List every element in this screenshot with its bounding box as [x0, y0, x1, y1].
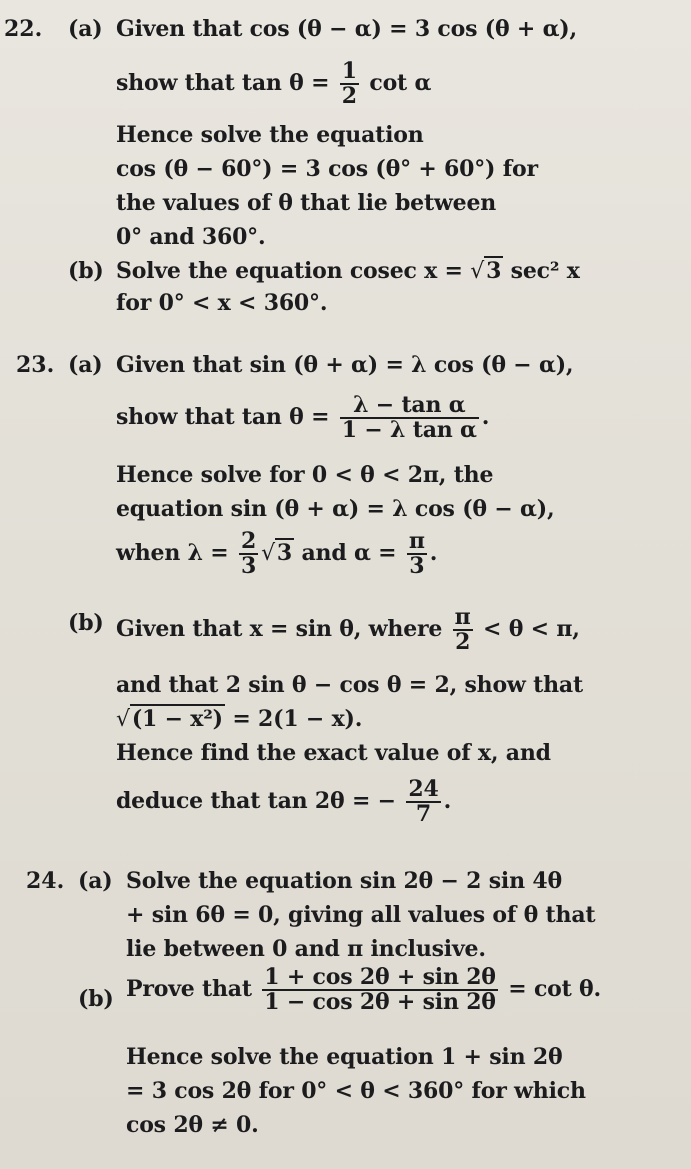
q23-b-line-4: Hence find the exact value of x, and — [116, 740, 551, 766]
q22-b-line-1-suffix: sec² x — [510, 258, 580, 284]
q22-a-line-1: Given that cos (θ − α) = 3 cos (θ + α), — [116, 16, 577, 42]
q24-part-a-label: (a) — [78, 868, 113, 894]
q22-b-line-1-prefix: Solve the equation cosec x = — [116, 258, 463, 284]
q22-a-line-2-prefix: show that tan θ = — [116, 70, 330, 97]
q24-fraction-cot — [262, 966, 498, 1014]
q23-fraction-pi-halves — [453, 606, 473, 654]
q23-fraction-pi-thirds — [407, 530, 427, 578]
q22-fraction-half — [340, 60, 359, 108]
q22-part-a-label: (a) — [68, 16, 103, 42]
question-23-number: 23. — [16, 352, 55, 378]
q23-b-line-5-prefix: deduce that tan 2θ = − — [116, 788, 396, 815]
q24-b-line-1-prefix: Prove that — [126, 976, 252, 1003]
q23-b-line-1 — [116, 606, 580, 654]
sqrt-radicand: (1 − x²) — [131, 706, 223, 732]
q23-a-line-2-suffix: . — [481, 404, 490, 431]
q24-b-line-2: Hence solve the equation 1 + sin 2θ — [126, 1044, 563, 1070]
q23-part-a-label: (a) — [68, 352, 103, 378]
q23-a-line-5-suffix: . — [429, 540, 438, 567]
fraction-denominator: 3 — [240, 553, 257, 580]
fraction-numerator: 1 — [341, 58, 357, 84]
q23-fraction-two-thirds — [239, 530, 258, 578]
q23-b-line-5-suffix: . — [443, 788, 452, 815]
q23-b-line-1-prefix: Given that x = sin θ, where — [116, 616, 443, 643]
q24-part-b-label: (b) — [78, 986, 114, 1012]
q22-a-line-2-suffix: cot α — [369, 70, 432, 97]
q24-a-line-1: Solve the equation sin 2θ − 2 sin 4θ — [126, 868, 562, 894]
q24-a-line-2: + sin 6θ = 0, giving all values of θ that — [126, 902, 596, 928]
q23-a-line-5-prefix: when λ = — [116, 540, 229, 567]
fraction-denominator: 1 − cos 2θ + sin 2θ — [264, 989, 496, 1016]
q22-a-line-6: 0° and 360°. — [116, 224, 266, 250]
fraction-numerator: π — [454, 604, 471, 630]
fraction-denominator: 3 — [409, 553, 425, 580]
q24-b-line-4: cos 2θ ≠ 0. — [126, 1112, 259, 1138]
fraction-numerator: 24 — [408, 776, 439, 802]
sqrt-radicand: 3 — [486, 258, 502, 284]
q23-fraction-tan — [340, 394, 479, 442]
q22-a-line-4: cos (θ − 60°) = 3 cos (θ° + 60°) for — [116, 156, 538, 182]
q23-a-line-3: Hence solve for 0 < θ < 2π, the — [116, 462, 494, 488]
sqrt-radicand: 3 — [276, 540, 293, 567]
q22-a-line-5: the values of θ that lie between — [116, 190, 497, 216]
q23-fraction-24-over-7 — [406, 778, 440, 826]
q24-a-line-3: lie between 0 and π inclusive. — [126, 936, 486, 962]
q23-a-line-2-prefix: show that tan θ = — [116, 404, 330, 431]
q22-part-b-label: (b) — [68, 258, 104, 284]
question-24-number: 24. — [26, 868, 65, 894]
q24-b-line-3: = 3 cos 2θ for 0° < θ < 360° for which — [126, 1078, 586, 1104]
fraction-numerator: 1 + cos 2θ + sin 2θ — [264, 964, 496, 990]
question-22-number: 22. — [4, 16, 43, 42]
q22-b-line-2: for 0° < x < 360°. — [116, 290, 328, 316]
fraction-denominator: 2 — [341, 83, 357, 110]
q23-b-line-5 — [116, 778, 451, 826]
q23-a-line-5: when λ = $\frac{2}{3}$ √3 and α = $\frac{\pi}{3}$ . — [116, 528, 438, 580]
q23-b-line-3: √(1 − x²) = 2(1 − x). — [116, 706, 363, 732]
fraction-denominator: 7 — [415, 801, 432, 828]
q24-b-line-1 — [126, 966, 601, 1014]
q23-a-line-2 — [116, 394, 489, 442]
q23-a-line-4: equation sin (θ + α) = λ cos (θ − α), — [116, 496, 555, 522]
fraction-denominator: 2 — [455, 629, 471, 656]
q22-a-line-3: Hence solve the equation — [116, 122, 424, 148]
fraction-numerator: π — [408, 528, 425, 554]
q22-a-line-2 — [116, 60, 431, 108]
q22-b-line-1: Solve the equation cosec x = √3 sec² x — [116, 258, 580, 284]
q23-a-line-1: Given that sin (θ + α) = λ cos (θ − α), — [116, 352, 574, 378]
fraction-denominator: 1 − λ tan α — [341, 417, 477, 444]
q23-a-line-5-middle: and α = — [301, 540, 397, 567]
q24-b-line-1-suffix: = cot θ. — [508, 976, 601, 1003]
fraction-numerator: 2 — [240, 528, 257, 554]
q23-b-line-3-suffix: = 2(1 − x). — [232, 706, 363, 732]
q23-b-line-1-suffix: < θ < π, — [483, 616, 580, 643]
fraction-numerator: λ − tan α — [340, 394, 479, 419]
q23-part-b-label: (b) — [68, 610, 104, 636]
q23-b-line-2: and that 2 sin θ − cos θ = 2, show that — [116, 672, 583, 698]
